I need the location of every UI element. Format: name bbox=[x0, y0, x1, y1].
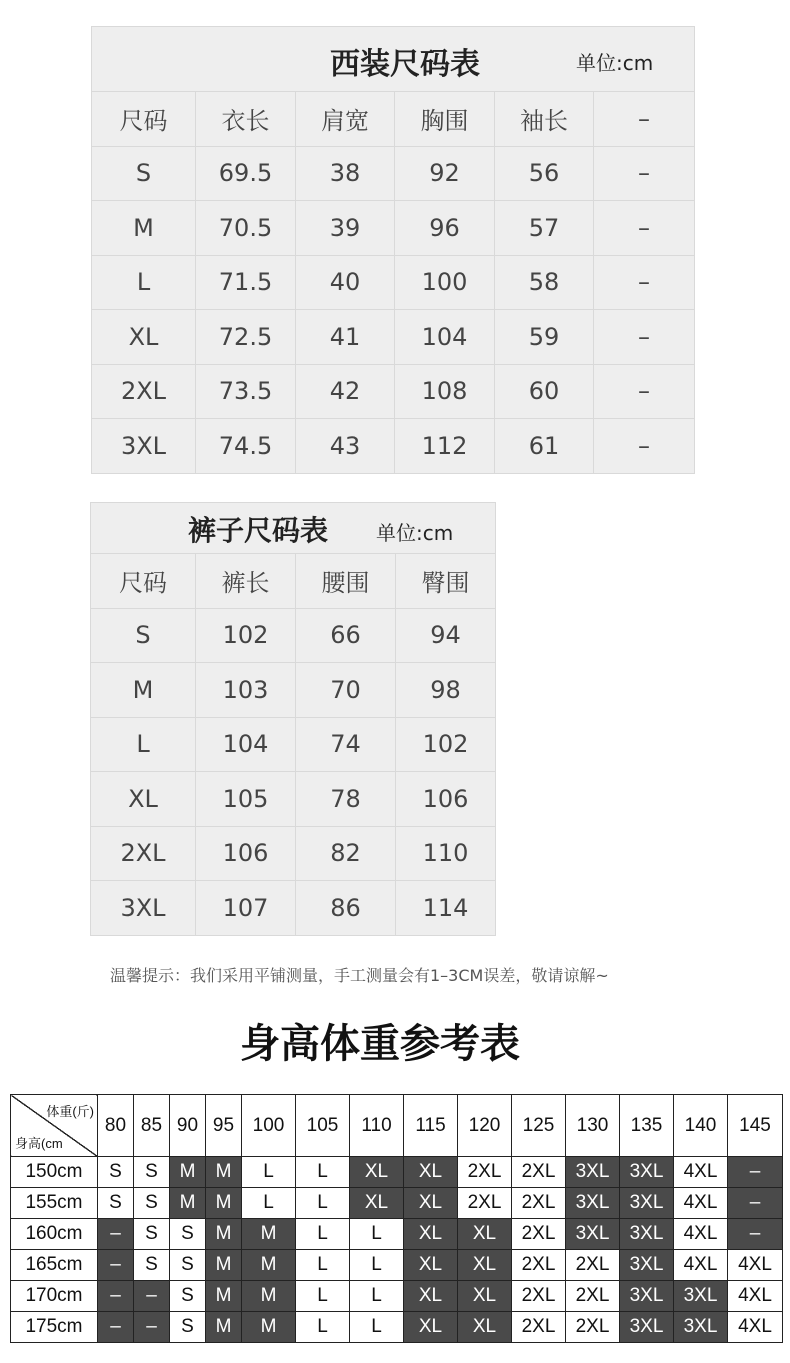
size-cell: 3XL bbox=[620, 1219, 674, 1250]
measurement-note: 温馨提示：我们采用平铺测量，手工测量会有1–3CM误差，敬请谅解~ bbox=[110, 966, 609, 985]
table-cell: 71.5 bbox=[196, 255, 296, 310]
weight-header-cell: 105 bbox=[296, 1095, 350, 1157]
weight-header-cell: 125 bbox=[512, 1095, 566, 1157]
height-label-cell: 150cm bbox=[11, 1157, 98, 1188]
table-cell: 98 bbox=[396, 663, 496, 718]
weight-header-cell: 135 bbox=[620, 1095, 674, 1157]
height-weight-title: 身高体重参考表 bbox=[240, 1021, 520, 1067]
size-cell: M bbox=[242, 1281, 296, 1312]
weight-header-cell: 140 bbox=[674, 1095, 728, 1157]
table-row bbox=[11, 1219, 783, 1250]
table-row bbox=[91, 717, 496, 772]
table-cell: 42 bbox=[296, 364, 395, 419]
size-cell: 2XL bbox=[512, 1219, 566, 1250]
size-cell: – bbox=[134, 1312, 170, 1343]
table-cell: S bbox=[92, 146, 196, 201]
height-axis-label: 身高(cm bbox=[15, 1136, 63, 1151]
table-cell: 96 bbox=[395, 201, 495, 256]
table-cell: 72.5 bbox=[196, 310, 296, 365]
size-cell: S bbox=[170, 1219, 206, 1250]
pants-table-unit: 单位:cm bbox=[376, 521, 454, 545]
table-row bbox=[11, 1312, 783, 1343]
table-cell: – bbox=[594, 419, 695, 474]
weight-header-cell: 90 bbox=[170, 1095, 206, 1157]
table-row bbox=[91, 663, 496, 718]
size-cell: S bbox=[98, 1188, 134, 1219]
table-cell: 3XL bbox=[91, 881, 196, 936]
table-cell: 100 bbox=[395, 255, 495, 310]
size-cell: 2XL bbox=[512, 1312, 566, 1343]
size-cell: 3XL bbox=[674, 1281, 728, 1312]
weight-header-cell: 130 bbox=[566, 1095, 620, 1157]
size-cell: M bbox=[170, 1188, 206, 1219]
table-row bbox=[92, 310, 695, 365]
table-cell: M bbox=[92, 201, 196, 256]
size-cell: 4XL bbox=[728, 1312, 783, 1343]
size-cell: S bbox=[134, 1188, 170, 1219]
pants-header-cell: 臀围 bbox=[396, 554, 496, 609]
size-cell: – bbox=[728, 1188, 783, 1219]
size-cell: XL bbox=[350, 1188, 404, 1219]
table-cell: 112 bbox=[395, 419, 495, 474]
table-cell: 92 bbox=[395, 146, 495, 201]
table-row bbox=[11, 1188, 783, 1219]
table-cell: 104 bbox=[395, 310, 495, 365]
weight-axis-label: 体重(斤) bbox=[46, 1104, 94, 1119]
weight-header-cell: 120 bbox=[458, 1095, 512, 1157]
size-cell: 2XL bbox=[566, 1312, 620, 1343]
size-cell: L bbox=[296, 1157, 350, 1188]
table-row bbox=[11, 1157, 783, 1188]
suit-header-cell: – bbox=[594, 92, 695, 147]
table-cell: 69.5 bbox=[196, 146, 296, 201]
size-cell: 3XL bbox=[620, 1157, 674, 1188]
table-cell: 60 bbox=[495, 364, 594, 419]
size-cell: M bbox=[206, 1157, 242, 1188]
table-cell: 41 bbox=[296, 310, 395, 365]
size-cell: – bbox=[134, 1281, 170, 1312]
table-cell: 106 bbox=[196, 826, 296, 881]
height-label-cell: 160cm bbox=[11, 1219, 98, 1250]
size-cell: XL bbox=[404, 1219, 458, 1250]
size-cell: S bbox=[170, 1281, 206, 1312]
suit-header-cell: 袖长 bbox=[495, 92, 594, 147]
size-cell: 3XL bbox=[620, 1281, 674, 1312]
table-cell: 107 bbox=[196, 881, 296, 936]
size-cell: L bbox=[296, 1250, 350, 1281]
table-cell: 57 bbox=[495, 201, 594, 256]
table-cell: 66 bbox=[296, 608, 396, 663]
weight-header-row bbox=[11, 1095, 783, 1157]
table-row bbox=[11, 1250, 783, 1281]
suit-title-cell bbox=[92, 27, 695, 92]
corner-cell bbox=[11, 1095, 98, 1157]
table-cell: 86 bbox=[296, 881, 396, 936]
size-cell: 4XL bbox=[728, 1250, 783, 1281]
suit-header-cell: 衣长 bbox=[196, 92, 296, 147]
suit-header-cell: 胸围 bbox=[395, 92, 495, 147]
size-cell: – bbox=[98, 1219, 134, 1250]
size-cell: 2XL bbox=[512, 1188, 566, 1219]
weight-header-cell: 80 bbox=[98, 1095, 134, 1157]
size-cell: L bbox=[350, 1250, 404, 1281]
table-cell: 110 bbox=[396, 826, 496, 881]
size-cell: S bbox=[134, 1157, 170, 1188]
table-row bbox=[11, 1281, 783, 1312]
size-cell: XL bbox=[458, 1312, 512, 1343]
height-label-cell: 170cm bbox=[11, 1281, 98, 1312]
size-cell: 3XL bbox=[566, 1157, 620, 1188]
size-cell: M bbox=[242, 1219, 296, 1250]
size-cell: L bbox=[350, 1219, 404, 1250]
height-label-cell: 165cm bbox=[11, 1250, 98, 1281]
suit-header-cell: 肩宽 bbox=[296, 92, 395, 147]
size-cell: M bbox=[242, 1312, 296, 1343]
size-cell: 2XL bbox=[512, 1281, 566, 1312]
size-cell: M bbox=[206, 1281, 242, 1312]
table-cell: 38 bbox=[296, 146, 395, 201]
size-cell: 2XL bbox=[566, 1250, 620, 1281]
table-row bbox=[91, 772, 496, 827]
table-cell: 108 bbox=[395, 364, 495, 419]
size-cell: – bbox=[728, 1157, 783, 1188]
size-cell: M bbox=[206, 1250, 242, 1281]
suit-header-cell: 尺码 bbox=[92, 92, 196, 147]
weight-header-cell: 145 bbox=[728, 1095, 783, 1157]
size-cell: 2XL bbox=[458, 1188, 512, 1219]
table-row bbox=[92, 146, 695, 201]
table-row bbox=[92, 419, 695, 474]
size-cell: 3XL bbox=[620, 1250, 674, 1281]
table-cell: 78 bbox=[296, 772, 396, 827]
size-cell: XL bbox=[458, 1250, 512, 1281]
suit-title-row bbox=[92, 27, 695, 92]
size-cell: 3XL bbox=[620, 1188, 674, 1219]
size-cell: 3XL bbox=[674, 1312, 728, 1343]
table-cell: 70 bbox=[296, 663, 396, 718]
table-cell: – bbox=[594, 255, 695, 310]
size-cell: 2XL bbox=[566, 1281, 620, 1312]
table-cell: 70.5 bbox=[196, 201, 296, 256]
size-cell: 2XL bbox=[458, 1157, 512, 1188]
size-cell: XL bbox=[404, 1157, 458, 1188]
table-row bbox=[92, 201, 695, 256]
suit-table-unit: 单位:cm bbox=[576, 51, 654, 75]
table-cell: – bbox=[594, 364, 695, 419]
table-row bbox=[91, 608, 496, 663]
table-cell: 114 bbox=[396, 881, 496, 936]
table-cell: 106 bbox=[396, 772, 496, 827]
pants-header-cell: 腰围 bbox=[296, 554, 396, 609]
size-cell: M bbox=[242, 1250, 296, 1281]
pants-table-title: 裤子尺码表 bbox=[188, 514, 329, 547]
weight-header-cell: 100 bbox=[242, 1095, 296, 1157]
pants-size-table bbox=[90, 502, 496, 936]
size-cell: – bbox=[98, 1312, 134, 1343]
table-cell: 94 bbox=[396, 608, 496, 663]
height-label-cell: 175cm bbox=[11, 1312, 98, 1343]
table-cell: 2XL bbox=[92, 364, 196, 419]
size-cell: 3XL bbox=[620, 1312, 674, 1343]
table-cell: 56 bbox=[495, 146, 594, 201]
table-cell: L bbox=[91, 717, 196, 772]
table-cell: XL bbox=[92, 310, 196, 365]
weight-header-cell: 110 bbox=[350, 1095, 404, 1157]
table-cell: 59 bbox=[495, 310, 594, 365]
size-cell: XL bbox=[458, 1281, 512, 1312]
table-cell: 105 bbox=[196, 772, 296, 827]
size-cell: L bbox=[296, 1281, 350, 1312]
table-cell: 58 bbox=[495, 255, 594, 310]
table-cell: 39 bbox=[296, 201, 395, 256]
height-weight-table bbox=[10, 1094, 783, 1343]
size-cell: – bbox=[98, 1281, 134, 1312]
weight-header-cell: 85 bbox=[134, 1095, 170, 1157]
table-row bbox=[91, 826, 496, 881]
size-cell: L bbox=[296, 1219, 350, 1250]
size-cell: S bbox=[98, 1157, 134, 1188]
pants-header-cell: 裤长 bbox=[196, 554, 296, 609]
size-cell: L bbox=[350, 1312, 404, 1343]
table-cell: 102 bbox=[396, 717, 496, 772]
table-cell: 104 bbox=[196, 717, 296, 772]
table-cell: – bbox=[594, 310, 695, 365]
table-cell: M bbox=[91, 663, 196, 718]
size-cell: XL bbox=[350, 1157, 404, 1188]
size-cell: 4XL bbox=[674, 1157, 728, 1188]
table-cell: – bbox=[594, 146, 695, 201]
table-cell: 40 bbox=[296, 255, 395, 310]
table-row bbox=[91, 881, 496, 936]
table-cell: 82 bbox=[296, 826, 396, 881]
size-cell: 4XL bbox=[674, 1188, 728, 1219]
size-cell: L bbox=[350, 1281, 404, 1312]
size-cell: – bbox=[728, 1219, 783, 1250]
size-cell: 4XL bbox=[674, 1250, 728, 1281]
size-cell: 4XL bbox=[674, 1219, 728, 1250]
size-cell: L bbox=[242, 1157, 296, 1188]
pants-header-cell: 尺码 bbox=[91, 554, 196, 609]
weight-header-cell: 95 bbox=[206, 1095, 242, 1157]
table-cell: S bbox=[91, 608, 196, 663]
size-cell: M bbox=[206, 1188, 242, 1219]
size-cell: M bbox=[170, 1157, 206, 1188]
height-label-cell: 155cm bbox=[11, 1188, 98, 1219]
suit-header-row bbox=[92, 92, 695, 147]
table-cell: L bbox=[92, 255, 196, 310]
table-cell: 3XL bbox=[92, 419, 196, 474]
weight-header-cell: 115 bbox=[404, 1095, 458, 1157]
suit-table-title: 西装尺码表 bbox=[330, 47, 480, 82]
table-cell: 73.5 bbox=[196, 364, 296, 419]
table-cell: 2XL bbox=[91, 826, 196, 881]
table-cell: 61 bbox=[495, 419, 594, 474]
size-cell: 2XL bbox=[512, 1157, 566, 1188]
size-cell: L bbox=[296, 1188, 350, 1219]
table-cell: – bbox=[594, 201, 695, 256]
size-cell: M bbox=[206, 1219, 242, 1250]
pants-header-row bbox=[91, 554, 496, 609]
suit-size-table bbox=[91, 26, 695, 474]
table-cell: 74.5 bbox=[196, 419, 296, 474]
table-cell: 74 bbox=[296, 717, 396, 772]
table-row bbox=[92, 364, 695, 419]
size-cell: M bbox=[206, 1312, 242, 1343]
size-cell: L bbox=[296, 1312, 350, 1343]
pants-title-cell bbox=[91, 503, 496, 554]
size-cell: 3XL bbox=[566, 1188, 620, 1219]
size-cell: S bbox=[170, 1250, 206, 1281]
size-cell: XL bbox=[404, 1312, 458, 1343]
table-cell: 43 bbox=[296, 419, 395, 474]
size-cell: – bbox=[98, 1250, 134, 1281]
size-cell: 4XL bbox=[728, 1281, 783, 1312]
size-cell: XL bbox=[404, 1250, 458, 1281]
size-cell: S bbox=[134, 1250, 170, 1281]
size-cell: S bbox=[170, 1312, 206, 1343]
size-cell: S bbox=[134, 1219, 170, 1250]
size-cell: XL bbox=[404, 1281, 458, 1312]
size-cell: L bbox=[242, 1188, 296, 1219]
size-cell: XL bbox=[458, 1219, 512, 1250]
table-cell: 103 bbox=[196, 663, 296, 718]
size-cell: 3XL bbox=[566, 1219, 620, 1250]
size-cell: XL bbox=[404, 1188, 458, 1219]
table-cell: 102 bbox=[196, 608, 296, 663]
size-cell: 2XL bbox=[512, 1250, 566, 1281]
pants-title-row bbox=[91, 503, 496, 554]
table-row bbox=[92, 255, 695, 310]
table-cell: XL bbox=[91, 772, 196, 827]
